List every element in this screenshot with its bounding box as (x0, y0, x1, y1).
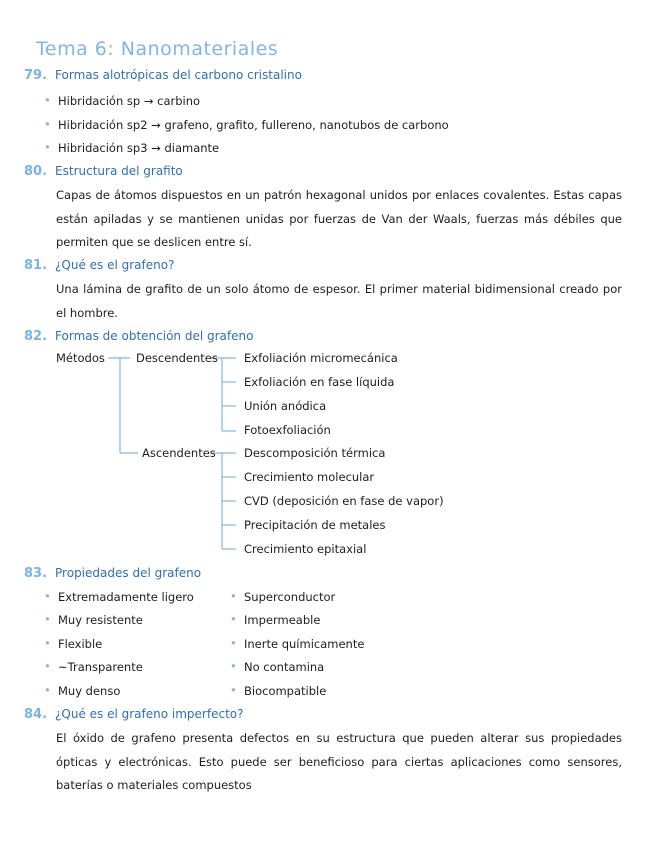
tree-leaf: Fotoexfoliación (244, 423, 331, 437)
section-80-number: 80. (24, 164, 48, 179)
list-item: • Hibridación sp3 → diamante (58, 141, 219, 155)
section-82-title: Formas de obtención del grafeno (55, 329, 254, 343)
section-83-heading (24, 566, 201, 581)
property-item: • Flexible (58, 637, 102, 651)
page-title: Tema 6: Nanomateriales (36, 38, 279, 60)
section-84-heading (24, 707, 243, 722)
section-83-title: Propiedades del grafeno (55, 566, 202, 580)
property-item: • Muy resistente (58, 613, 143, 627)
list-item: • Hibridación sp → carbino (58, 94, 200, 108)
property-item: • Extremadamente ligero (58, 590, 194, 604)
tree-leaf: Crecimiento molecular (244, 470, 375, 484)
property-item: • Biocompatible (244, 684, 326, 698)
tree-leaf: Crecimiento epitaxial (244, 542, 367, 556)
tree-leaf: Exfoliación micromecánica (244, 351, 398, 365)
section-79-number: 79. (24, 68, 48, 83)
section-80-title: Estructura del grafito (55, 164, 183, 178)
section-84-number: 84. (24, 707, 48, 722)
tree-leaf: Unión anódica (244, 399, 327, 413)
section-84-title: ¿Qué es el grafeno imperfecto? (55, 707, 244, 721)
methods-root-label: Métodos (56, 351, 105, 365)
section-81-title: ¿Qué es el grafeno? (55, 258, 175, 272)
descending-label: Descendentes (136, 351, 218, 365)
section-80-paragraph: Capas de átomos dispuestos en un patrón hexagonal unidos por enlaces covalentes. Estas capas están apiladas y se mantienen unidas por fuerzas de Van der Waals, fuerzas más débiles que permiten que se deslicen entre sí. (56, 188, 622, 249)
property-item: • Inerte químicamente (244, 637, 364, 651)
tree-leaf: Exfoliación en fase líquida (244, 375, 395, 389)
list-item: • Hibridación sp2 → grafeno, grafito, fullereno, nanotubos de carbono (58, 118, 449, 132)
section-79-title: Formas alotrópicas del carbono cristalino (55, 68, 302, 82)
property-item: • ~Transparente (58, 660, 143, 674)
tree-leaf: Precipitación de metales (244, 518, 386, 532)
section-81-number: 81. (24, 258, 48, 273)
property-item: • No contamina (244, 660, 324, 674)
tree-leaf: CVD (deposición en fase de vapor) (244, 494, 444, 508)
section-82-number: 82. (24, 329, 48, 344)
section-84-paragraph: El óxido de grafeno presenta defectos en su estructura que pueden alterar sus propiedades ópticas y electrónicas. Esto puede ser beneficioso para ciertas aplicaciones como sensores, baterías o materiales compuestos (56, 731, 622, 792)
property-item: • Impermeable (244, 613, 320, 627)
tree-leaf: Descomposición térmica (244, 446, 386, 460)
property-item: • Muy denso (58, 684, 120, 698)
section-83-number: 83. (24, 566, 48, 581)
section-81-paragraph: Una lámina de grafito de un solo átomo de espesor. El primer material bidimensional creado por el hombre. (56, 282, 622, 320)
property-item: • Superconductor (244, 590, 335, 604)
ascending-label: Ascendentes (142, 446, 216, 460)
